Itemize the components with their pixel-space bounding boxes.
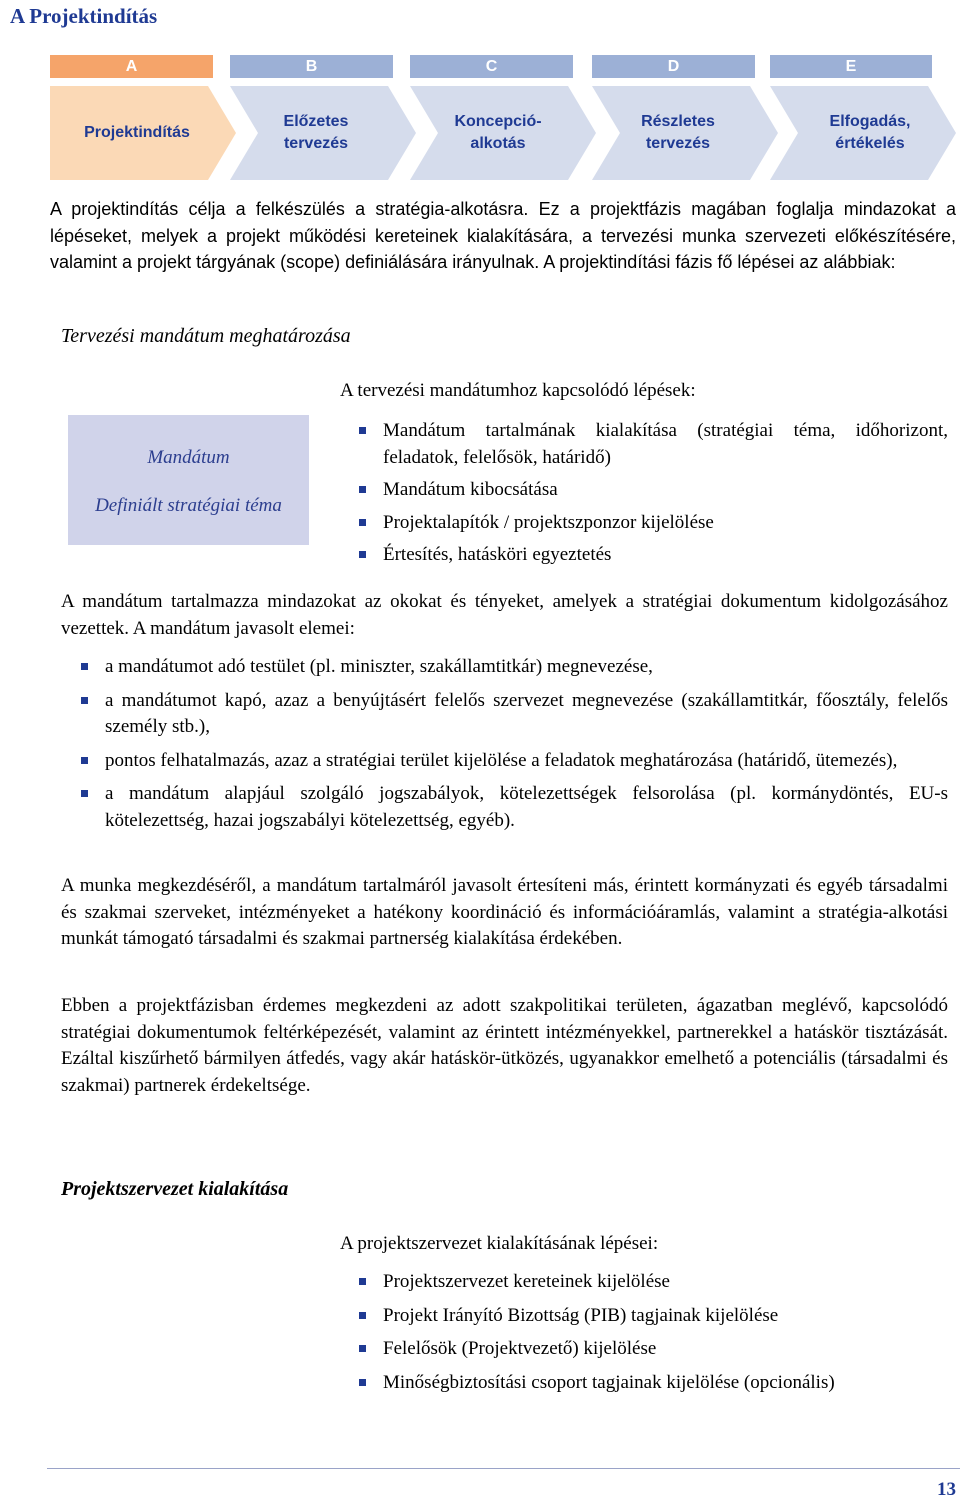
bullet-icon bbox=[359, 519, 366, 526]
list-item: Mandátum kibocsátása bbox=[340, 477, 948, 504]
mandate-box-subtitle: Definiált stratégiai téma bbox=[95, 495, 282, 516]
notification-paragraph: A munka megkezdéséről, a mandátum tartalmáról javasolt értesíteni más, érintett kormányzati és egyéb társadalmi és szakmai szerveket, intézményeket a hatékony koordináció és információáramlás, valamint a stratégia-alkotási munkát támogató társadalmi és szakmai partnerség kialakítása érdekében. bbox=[61, 875, 948, 949]
list-item: a mandátumot kapó, azaz a benyújtásért felelős szervezet megnevezése (szakállamtitkár, főosztály, felelős személy stb.), bbox=[61, 688, 948, 741]
bullet-icon bbox=[81, 757, 88, 764]
bullet-icon bbox=[359, 1379, 366, 1386]
phase-letter-c: C bbox=[410, 55, 573, 78]
bullet-icon bbox=[359, 486, 366, 493]
list-item: a mandátumot adó testület (pl. miniszter, szakállamtitkár) megnevezése, bbox=[61, 654, 948, 681]
list-item: Értesítés, hatásköri egyeztetés bbox=[340, 542, 948, 569]
footer-divider bbox=[47, 1468, 960, 1469]
page-title: A Projektindítás bbox=[10, 4, 158, 28]
mandate-steps-list bbox=[340, 418, 948, 569]
phase-label-a: Projektindítás bbox=[84, 124, 190, 141]
intro-paragraph: A projektindítás célja a felkészülés a stratégia-alkotásra. Ez a projektfázis magában foglalja mindazokat a lépéseket, melyek a projekt működési kereteinek kialakítására, a tervezési munka szervezeti előkészítésére, valamint a projekt tárgyának (scope) definiálására irányulnak. A projektindítási fázis fő lépései az alábbiak: bbox=[50, 199, 956, 272]
mandate-box-title: Mandátum bbox=[147, 447, 230, 468]
phase-letter-a: A bbox=[50, 55, 213, 78]
list-item: Minőségbiztosítási csoport tagjainak kijelölése (opcionális) bbox=[340, 1370, 948, 1397]
phase-label-d: Részletes tervezés bbox=[641, 113, 715, 152]
bullet-icon bbox=[359, 1345, 366, 1352]
list-item: Mandátum tartalmának kialakítása (stratégiai téma, időhorizont, feladatok, felelősök, határidő) bbox=[340, 418, 948, 471]
project-org-steps-title: A projektszervezet kialakításának lépései: bbox=[340, 1233, 659, 1254]
mandate-box bbox=[68, 415, 309, 545]
bullet-icon bbox=[81, 663, 88, 670]
project-org-steps-list bbox=[340, 1269, 948, 1396]
phase-label-e: Elfogadás, értékelés bbox=[829, 113, 911, 152]
bullet-icon bbox=[81, 697, 88, 704]
list-item: a mandátum alapjául szolgáló jogszabályok, kötelezettségek felsorolása (pl. kormánydöntés, EU-s kötelezettség, hazai jogszabályi kötelezettség, egyéb). bbox=[61, 781, 948, 834]
mandate-elements-list bbox=[61, 654, 948, 834]
mapping-paragraph: Ebben a projektfázisban érdemes megkezdeni az adott szakpolitikai területen, ágazatban meglévő, kapcsolódó stratégiai dokumentumok feltérképezését, valamint az érintett intézményekkel, partnerekkel a hatáskör tisztázását. Ezáltal kiszűrhető bármilyen átfedés, vagy akár hatáskör-ütközés, ugyanakkor emelhető a potenciális (társadalmi és szakmai) partnerek érdekeltsége. bbox=[61, 995, 948, 1096]
list-item: Projektalapítók / projektszponzor kijelölése bbox=[340, 510, 948, 537]
bullet-icon bbox=[359, 427, 366, 434]
bullet-icon bbox=[359, 551, 366, 558]
phase-label-c: Koncepció- alkotás bbox=[454, 113, 542, 152]
section-heading-project-org: Projektszervezet kialakítása bbox=[61, 1178, 289, 1200]
page-number: 13 bbox=[937, 1479, 956, 1500]
list-item: pontos felhatalmazás, azaz a stratégiai terület kijelölése a feladatok meghatározása (határidő, ütemezés), bbox=[61, 748, 948, 775]
bullet-icon bbox=[81, 790, 88, 797]
list-item: Projektszervezet kereteinek kijelölése bbox=[340, 1269, 948, 1296]
bullet-icon bbox=[359, 1312, 366, 1319]
phase-letter-d: D bbox=[592, 55, 755, 78]
mandate-content-paragraph: A mandátum tartalmazza mindazokat az okokat és tényeket, amelyek a stratégiai dokumentum kidolgozásához vezettek. A mandátum javasolt elemei: bbox=[61, 591, 948, 639]
list-item: Projekt Irányító Bizottság (PIB) tagjainak kijelölése bbox=[340, 1303, 948, 1330]
list-item: Felelősök (Projektvezető) kijelölése bbox=[340, 1336, 948, 1363]
section-heading-mandate: Tervezési mandátum meghatározása bbox=[61, 325, 351, 347]
phase-letter-b: B bbox=[230, 55, 393, 78]
mandate-steps-title: A tervezési mandátumhoz kapcsolódó lépések: bbox=[340, 380, 696, 401]
phase-label-b: Előzetes tervezés bbox=[283, 113, 349, 152]
bullet-icon bbox=[359, 1278, 366, 1285]
phase-letter-e: E bbox=[770, 55, 932, 78]
